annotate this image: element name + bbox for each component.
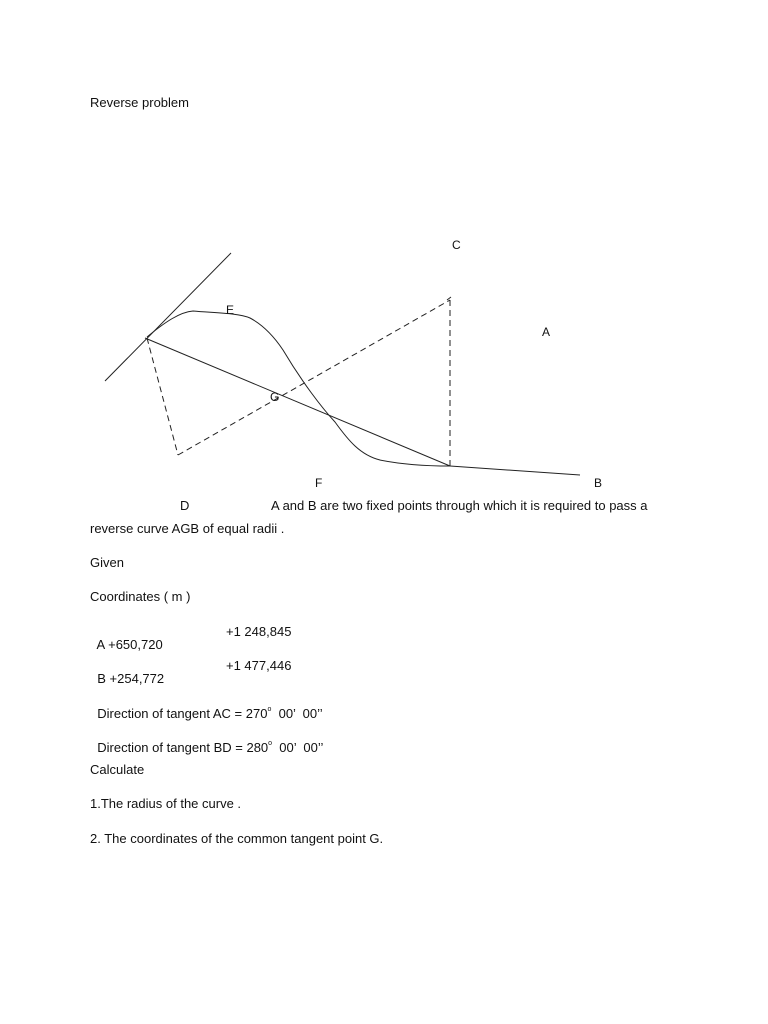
tangent-bd-degrees: 280	[246, 740, 269, 755]
calculate-label: Calculate	[90, 762, 145, 777]
coord-a-x: +1 248,845	[226, 624, 292, 639]
tangent-bd-direction	[90, 728, 323, 754]
page-title: Reverse problem	[90, 95, 189, 110]
coord-b-x: +1 477,446	[226, 658, 292, 673]
tick-mark	[447, 297, 451, 300]
coord-a-point: A	[96, 637, 105, 652]
coord-a-y: +650,720	[108, 637, 163, 652]
coord-b-point: B	[97, 671, 106, 686]
task-1: 1.The radius of the curve .	[90, 796, 242, 811]
tangent-line-bd	[450, 466, 580, 475]
coord-row-b	[90, 659, 164, 685]
label-d: D	[180, 498, 190, 513]
tangent-line-ac	[105, 253, 231, 381]
tangent-bd-rest: 00’ 00’’	[272, 740, 324, 755]
reverse-curve-agb	[147, 311, 450, 466]
intro-line-2: reverse curve AGB of equal radii .	[90, 521, 285, 536]
label-c: C	[452, 238, 461, 252]
coord-b-y: +254,772	[109, 671, 165, 686]
task-2: 2. The coordinates of the common tangent point G.	[90, 831, 384, 846]
coordinates-label: Coordinates ( m )	[90, 589, 191, 604]
tangent-ac-prefix: Direction of tangent AC =	[97, 706, 246, 721]
label-g: G	[270, 390, 280, 404]
label-e: E	[226, 303, 235, 317]
tangent-ac-degrees: 270	[245, 706, 268, 721]
tangent-bd-prefix: Direction of tangent BD =	[97, 740, 247, 755]
label-a: A	[542, 325, 551, 339]
tangent-ac-degree-symbol: o	[267, 706, 272, 713]
coord-row-a	[90, 625, 163, 651]
tangent-ac-direction	[90, 694, 323, 720]
tangent-bd-degree-symbol: o	[268, 740, 273, 747]
intro-line-1: A and B are two fixed points through which it is required to pass a	[271, 498, 648, 513]
label-f: F	[315, 476, 323, 490]
tangent-ac-rest: 00’ 00’’	[271, 706, 323, 721]
given-label: Given	[90, 555, 124, 570]
radius-line-d	[178, 300, 450, 455]
chord-ab	[145, 338, 450, 466]
label-b: B	[594, 476, 603, 490]
radius-line-a	[147, 338, 178, 455]
